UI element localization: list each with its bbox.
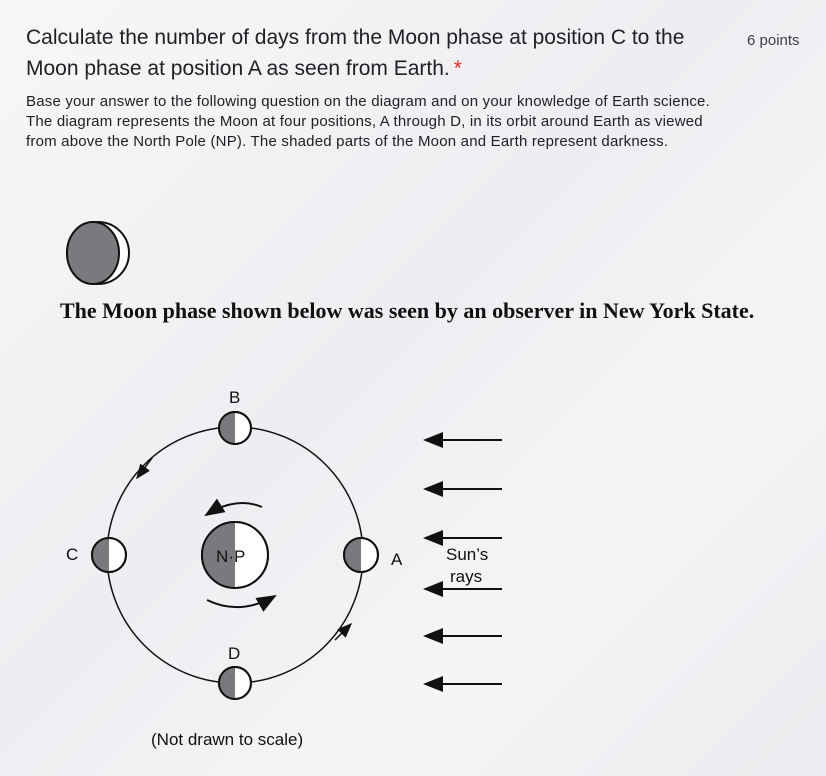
question-title	[26, 22, 726, 84]
moon-position-d	[219, 667, 251, 699]
earth-label: N·P	[216, 547, 246, 566]
orbit-arrow-upper-left	[137, 458, 152, 478]
rotation-arrow-bottom	[207, 596, 275, 607]
moon-position-b	[219, 412, 251, 444]
rotation-arrow-top	[206, 503, 262, 515]
sun-rays-label-line2: rays	[450, 567, 483, 586]
observer-note: The Moon phase shown below was seen by an observer in New York State.	[60, 298, 755, 323]
label-a: A	[391, 550, 403, 569]
required-marker: *	[453, 57, 462, 80]
label-c: C	[66, 545, 79, 564]
question-description: Base your answer to the following question on the diagram and on your knowledge of Earth science. The diagram represents the Moon at four positions, A through D, in its orbit around Earth as viewed from above the North Pole (NP). The shaded parts of the Moon and Earth represent darkness.	[26, 93, 710, 150]
moon-orbit-diagram	[0, 200, 826, 776]
question-title-text: Calculate the number of days from the Moon phase at position C to the Moon phase at position A as seen from Earth.	[26, 26, 685, 80]
observed-moon-phase	[67, 222, 129, 284]
figure-caption: (Not drawn to scale)	[151, 730, 304, 749]
label-d: D	[228, 644, 241, 663]
sun-rays-label-line1: Sun’s	[446, 545, 489, 564]
points-label: 6 points	[747, 32, 800, 49]
label-b: B	[229, 388, 241, 407]
moon-position-c	[92, 538, 126, 572]
moon-position-a	[344, 538, 378, 572]
